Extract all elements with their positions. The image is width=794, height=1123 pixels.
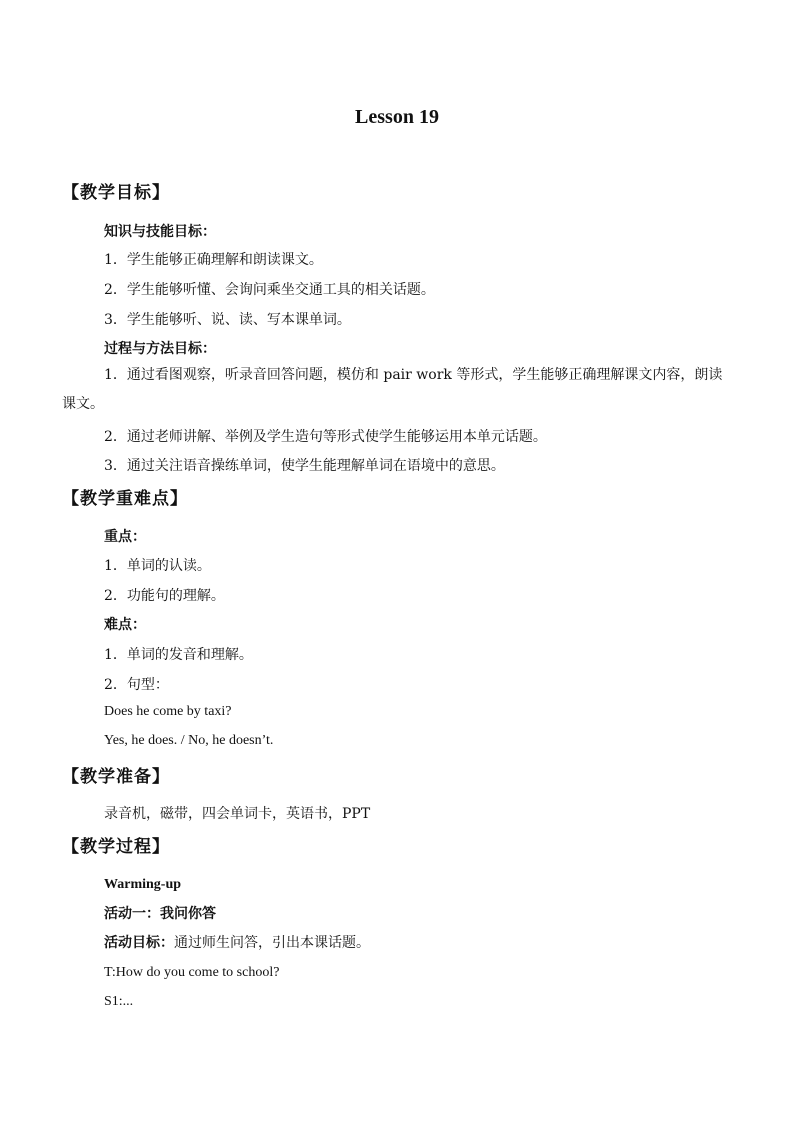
list-item: 1．学生能够正确理解和朗读课文。 — [104, 252, 323, 268]
section-heading-goals: 【教学目标】 — [62, 183, 170, 203]
list-item: 3．通过关注语音操练单词，使学生能理解单词在语境中的意思。 — [104, 458, 505, 474]
dialogue-line: S1:... — [104, 994, 134, 1009]
subheading-difficulty: 难点： — [104, 617, 146, 633]
subheading-process: 过程与方法目标： — [104, 341, 216, 357]
list-item: 2．句型： — [104, 677, 169, 693]
activity-label: 活动一：我问你答 — [104, 906, 216, 922]
page-title: Lesson 19 — [355, 106, 439, 128]
list-item: 2．通过老师讲解、举例及学生造句等形式使学生能够运用本单元话题。 — [104, 429, 547, 445]
example-sentence: Yes, he does. / No, he doesn’t. — [104, 733, 274, 748]
list-item: 1．单词的认读。 — [104, 558, 211, 574]
section-heading-process: 【教学过程】 — [62, 837, 170, 857]
list-item: 1．通过看图观察，听录音回答问题，模仿和 pair work 等形式，学生能够正确理解课文内容，朗读课文。 — [62, 367, 723, 412]
activity-goal-label: 活动目标： — [104, 935, 174, 951]
warmup-label: Warming-up — [104, 877, 182, 892]
list-item: 3．学生能够听、说、读、写本课单词。 — [104, 312, 351, 328]
preparation-text: 录音机，磁带，四会单词卡，英语书，PPT — [104, 806, 371, 822]
list-item: 2．功能句的理解。 — [104, 588, 225, 604]
section-heading-key-points: 【教学重难点】 — [62, 489, 188, 509]
section-heading-preparation: 【教学准备】 — [62, 767, 170, 787]
example-sentence: Does he come by taxi? — [104, 704, 232, 719]
list-item: 1．单词的发音和理解。 — [104, 647, 253, 663]
subheading-knowledge: 知识与技能目标： — [104, 224, 216, 240]
activity-goal-text: 通过师生问答，引出本课话题。 — [174, 935, 370, 951]
subheading-focus: 重点： — [104, 529, 146, 545]
dialogue-line: T:How do you come to school? — [104, 965, 280, 980]
activity-goal — [104, 932, 370, 952]
list-item: 2．学生能够听懂、会询问乘坐交通工具的相关话题。 — [104, 282, 435, 298]
